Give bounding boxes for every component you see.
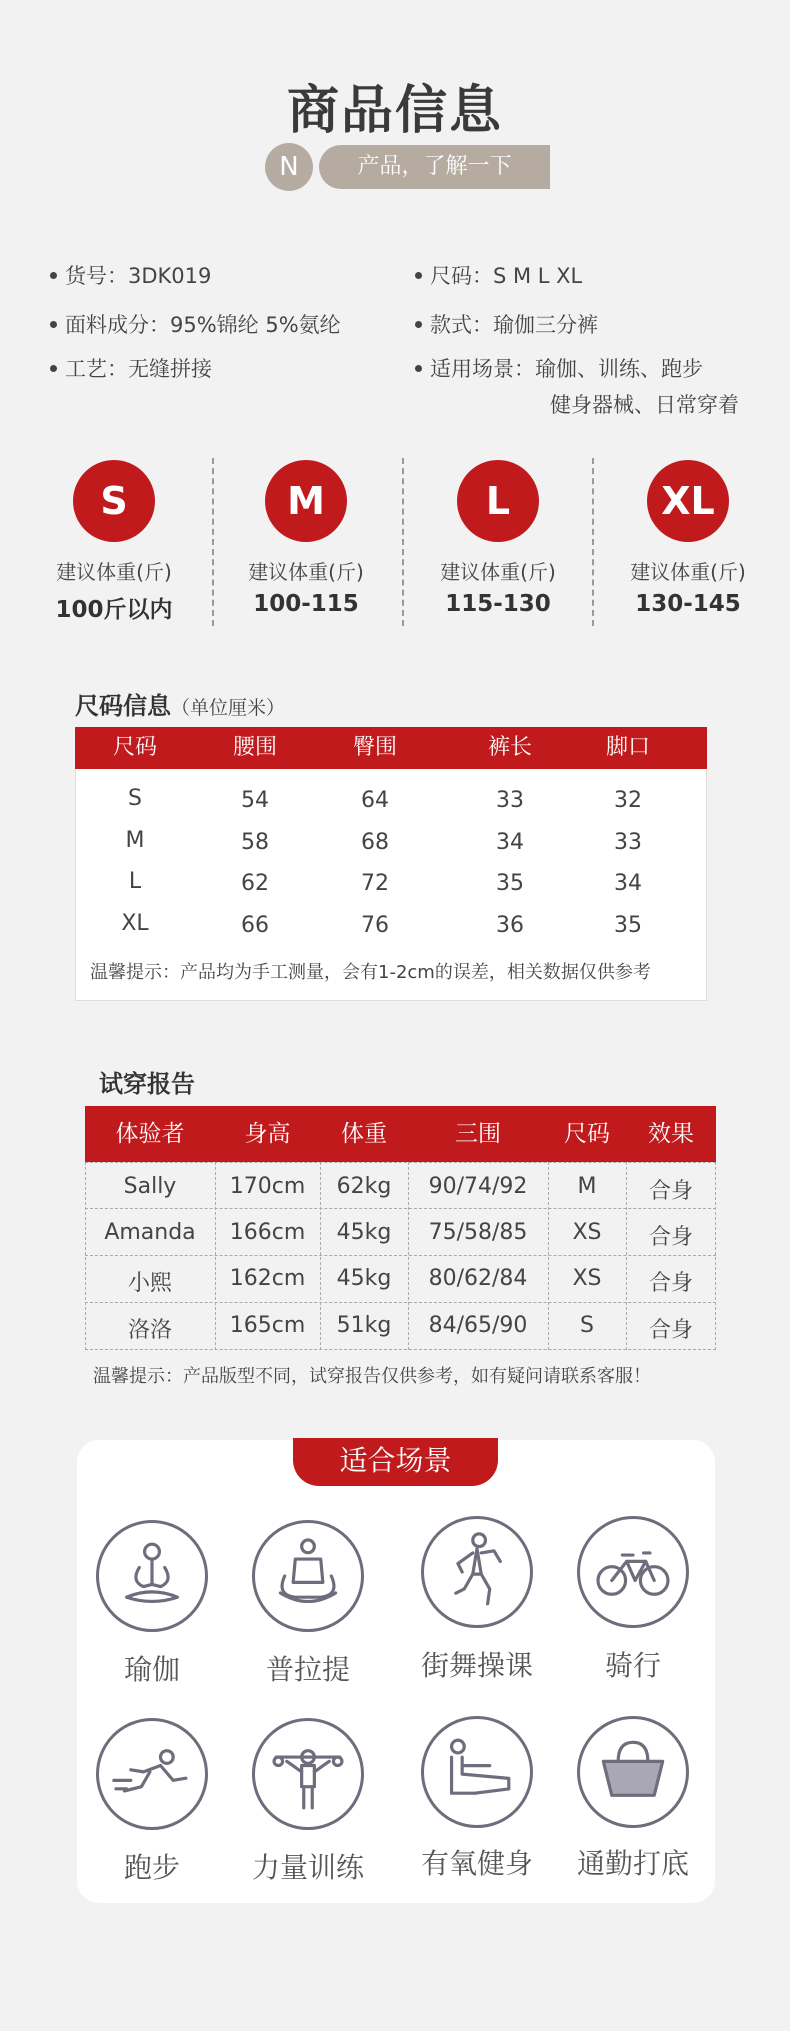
attr-craft: 工艺：无缝拼接	[50, 353, 212, 383]
report-cell: 洛洛	[127, 1318, 172, 1343]
table-header-cell: 腰围	[232, 735, 277, 760]
report-cell: 162cm	[229, 1266, 306, 1291]
report-cell: Amanda	[104, 1220, 196, 1245]
size-badge: M	[265, 460, 347, 542]
size-weight-label: 建议体重(斤)	[440, 560, 556, 584]
table-header-cell: 脚口	[605, 735, 650, 760]
size-weight-label: 建议体重(斤)	[630, 560, 746, 584]
size-card-m	[210, 460, 402, 617]
table-cell: 54	[241, 788, 269, 813]
scene-label-yoga: 瑜伽	[123, 1653, 180, 1686]
report-cell: 合身	[648, 1225, 693, 1250]
report-cell: 170cm	[229, 1174, 306, 1199]
bicycle-icon	[577, 1516, 689, 1628]
size-weight-range: 100-115	[253, 591, 359, 617]
report-header-cell: 身高	[244, 1121, 291, 1147]
scene-label-commute: 通勤打底	[576, 1847, 689, 1880]
divider	[85, 1208, 716, 1209]
report-cell: Sally	[123, 1174, 177, 1199]
size-card-s	[18, 460, 210, 624]
scene-label-aerobic: 有氧健身	[420, 1847, 533, 1880]
attr-style: 款式：瑜伽三分裤	[415, 309, 598, 339]
report-cell: 45kg	[336, 1220, 392, 1245]
attr-scene: 适用场景：瑜伽、训练、跑步	[415, 353, 703, 383]
table-cell: 72	[361, 871, 389, 896]
pilates-icon	[252, 1520, 364, 1632]
report-header-cell: 效果	[648, 1121, 694, 1147]
size-table-hint: 温馨提示：产品均为手工测量，会有1-2cm的误差，相关数据仅供参考	[90, 962, 651, 983]
report-cell: 45kg	[336, 1266, 392, 1291]
size-weight-label: 建议体重(斤)	[248, 560, 364, 584]
size-badge: L	[457, 460, 539, 542]
table-cell: 66	[241, 913, 269, 938]
table-cell: 34	[614, 871, 642, 896]
scene-label-pilates: 普拉提	[265, 1653, 350, 1686]
attr-scene-cont: 健身器械、日常穿着	[550, 393, 739, 417]
attr-item-no: 货号：3DK019	[50, 260, 211, 290]
table-header-cell: 裤长	[487, 735, 532, 760]
size-weight-range: 115-130	[445, 591, 551, 617]
table-cell: 64	[361, 788, 389, 813]
report-header-cell: 体重	[341, 1121, 387, 1147]
table-cell: S	[128, 786, 142, 811]
scene-label-cycling: 骑行	[604, 1649, 661, 1682]
report-cell: XS	[572, 1220, 602, 1245]
report-cell: 合身	[648, 1179, 693, 1204]
report-cell: M	[577, 1174, 597, 1199]
table-cell: XL	[121, 911, 149, 936]
size-weight-label: 建议体重(斤)	[56, 560, 172, 584]
size-weight-range: 100斤以内	[55, 597, 173, 623]
bag-icon	[577, 1716, 689, 1828]
badge-letter: N	[265, 143, 313, 191]
scene-label-dance: 街舞操课	[420, 1649, 533, 1682]
table-cell: 58	[241, 830, 269, 855]
report-cell: 小熙	[127, 1271, 172, 1296]
yoga-icon	[96, 1520, 208, 1632]
report-cell: XS	[572, 1266, 602, 1291]
size-badge: S	[73, 460, 155, 542]
table-header-cell: 臀围	[352, 735, 397, 760]
subtitle-badge	[265, 143, 550, 191]
table-cell: L	[128, 869, 142, 894]
table-cell: 68	[361, 830, 389, 855]
scene-label-strength: 力量训练	[251, 1851, 364, 1884]
size-badge: XL	[647, 460, 729, 542]
report-header-cell: 三围	[455, 1121, 501, 1147]
report-cell: S	[580, 1313, 594, 1338]
unit-note: （单位厘米）	[171, 697, 286, 719]
table-cell: 33	[614, 830, 642, 855]
table-cell: 32	[614, 788, 642, 813]
scene-title: 适合场景	[293, 1438, 498, 1486]
subtitle-text: 产品，了解一下	[319, 145, 550, 189]
attr-size: 尺码：S M L XL	[415, 260, 582, 290]
dance-icon	[421, 1516, 533, 1628]
table-cell: 35	[614, 913, 642, 938]
report-cell: 84/65/90	[428, 1313, 528, 1338]
table-cell: 36	[496, 913, 524, 938]
report-cell: 90/74/92	[428, 1174, 528, 1199]
table-cell: 62	[241, 871, 269, 896]
report-hint: 温馨提示：产品版型不同，试穿报告仅供参考，如有疑问请联系客服！	[93, 1366, 651, 1387]
table-cell: 35	[496, 871, 524, 896]
table-cell: 34	[496, 830, 524, 855]
aerobic-icon	[421, 1716, 533, 1828]
size-card-xl	[592, 460, 784, 617]
report-header-cell: 尺码	[564, 1121, 610, 1147]
report-header-cell: 体验者	[115, 1121, 185, 1147]
section-title: 尺码信息	[75, 692, 171, 720]
divider	[85, 1302, 716, 1303]
report-cell: 合身	[648, 1318, 693, 1343]
table-header-cell: 尺码	[112, 735, 157, 760]
attr-fabric: 面料成分：95%锦纶 5%氨纶	[50, 309, 341, 339]
table-cell: 33	[496, 788, 524, 813]
report-cell: 80/62/84	[428, 1266, 528, 1291]
report-cell: 51kg	[336, 1313, 392, 1338]
page-title: 商品信息	[286, 81, 503, 141]
report-title: 试穿报告	[99, 1070, 195, 1098]
report-cell: 75/58/85	[428, 1220, 528, 1245]
strength-icon	[252, 1718, 364, 1830]
scene-label-running: 跑步	[123, 1851, 180, 1884]
running-icon	[96, 1718, 208, 1830]
size-weight-range: 130-145	[635, 591, 741, 617]
divider	[85, 1255, 716, 1256]
size-table-heading	[75, 686, 285, 721]
table-cell: 76	[361, 913, 389, 938]
size-card-l	[402, 460, 594, 617]
report-cell: 165cm	[229, 1313, 306, 1338]
report-cell: 62kg	[336, 1174, 392, 1199]
table-cell: M	[125, 828, 145, 853]
report-cell: 合身	[648, 1271, 693, 1296]
report-cell: 166cm	[229, 1220, 306, 1245]
